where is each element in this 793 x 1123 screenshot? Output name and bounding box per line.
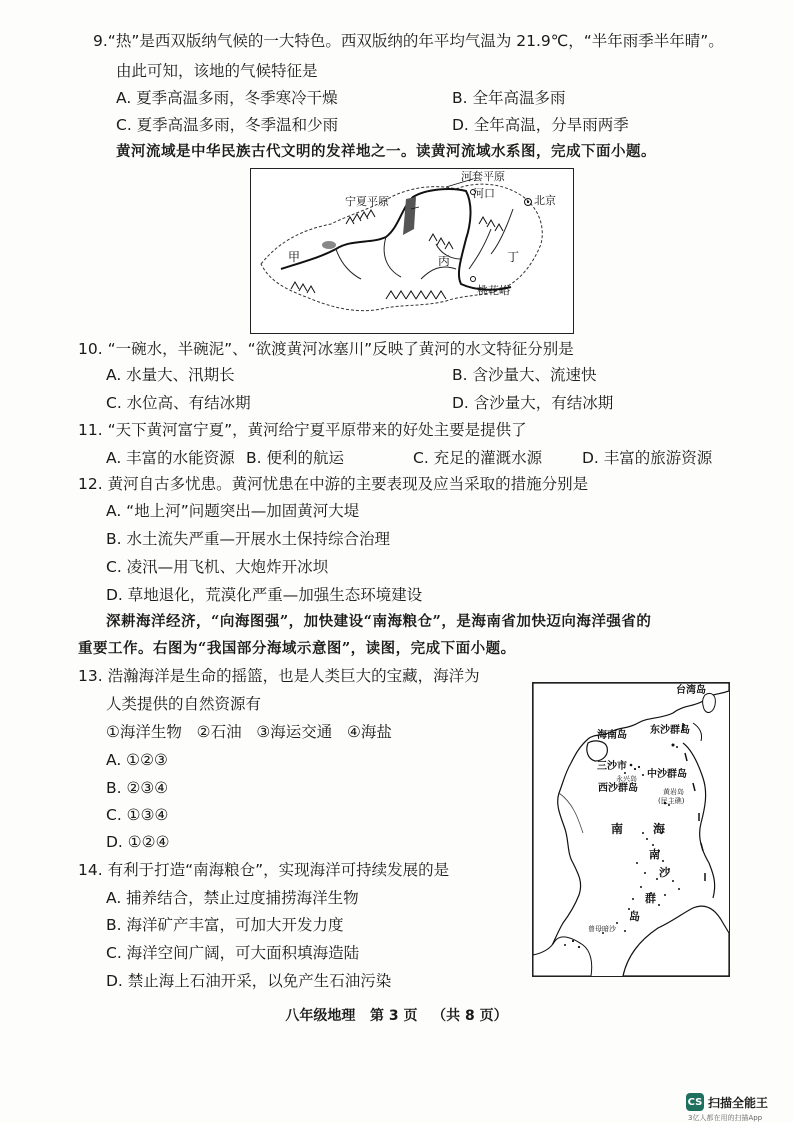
q11-option-b: B. 便利的航运 xyxy=(246,449,344,467)
q12-option-c: C. 凌汛—用飞机、大炮炸开冰坝 xyxy=(106,558,329,576)
map1-label-ningxia: 宁夏平原 xyxy=(345,195,389,208)
q12-option-a: A. “地上河”问题突出—加固黄河大堤 xyxy=(106,502,360,520)
q14-option-d: D. 禁止海上石油开采，以免产生石油污染 xyxy=(106,972,392,990)
map1-label-taohuayu: 桃花峪 xyxy=(477,284,510,297)
yellow-river-intro: 黄河流域是中华民族古代文明的发祥地之一。读黄河流域水系图，完成下面小题。 xyxy=(116,143,656,160)
yellow-river-map xyxy=(250,168,574,334)
south-china-sea-map xyxy=(532,682,730,977)
camscanner-brand-name: 扫描全能王 xyxy=(708,1095,769,1110)
q12-option-b: B. 水土流失严重—开展水土保持综合治理 xyxy=(106,530,390,548)
q9-option-a: A. 夏季高温多雨，冬季寒冷干燥 xyxy=(116,89,338,107)
scanner-watermark xyxy=(686,1093,768,1111)
map2-label-sha: 沙 xyxy=(659,866,670,879)
map2-label-yongxing: 永兴岛 xyxy=(616,775,637,783)
map2-label-zengmu: 曾母暗沙 xyxy=(588,925,616,933)
q14-option-a: A. 捕养结合，禁止过度捕捞海洋生物 xyxy=(106,889,359,907)
map2-label-hainan: 海南岛 xyxy=(597,730,627,741)
sea-intro-line1: 深耕海洋经济，“向海图强”，加快建设“南海粮仓”，是海南省加快迈向海洋强省的 xyxy=(106,613,652,630)
map2-label-zhongsha: 中沙群岛 xyxy=(647,769,687,780)
q13-option-d: D. ①②④ xyxy=(106,833,170,851)
q11-option-d: D. 丰富的旅游资源 xyxy=(582,449,713,467)
q13-stem-line2: 人类提供的自然资源有 xyxy=(106,695,262,713)
map2-label-hai: 海 xyxy=(653,822,666,836)
map2-label-nan: 南 xyxy=(611,822,624,836)
q13-option-b: B. ②③④ xyxy=(106,779,169,797)
map2-label-dongsha: 东沙群岛 xyxy=(650,725,690,736)
q9-stem-line1: 9.“热”是西双版纳气候的一大特色。西双版纳的年平均气温为 21.9℃，“半年雨季半年晴”。 xyxy=(93,32,724,50)
map1-label-bing: 丙 xyxy=(438,254,451,268)
map2-label-dao: 岛 xyxy=(629,910,640,923)
q10-option-a: A. 水量大、汛期长 xyxy=(106,366,235,384)
camscanner-tagline: 3亿人都在用的扫描App xyxy=(688,1114,763,1122)
q10-option-b: B. 含沙量大、流速快 xyxy=(452,366,597,384)
q13-stem-line1: 13. 浩瀚海洋是生命的摇篮，也是人类巨大的宝藏，海洋为 xyxy=(78,667,480,685)
q14-stem: 14. 有利于打造“南海粮仓”，实现海洋可持续发展的是 xyxy=(78,861,450,879)
map2-label-minzhu: (民主礁) xyxy=(658,797,685,805)
page-footer: 八年级地理 第 3 页 （共 8 页） xyxy=(285,1008,508,1024)
q11-option-c: C. 充足的灌溉水源 xyxy=(413,449,543,467)
camscanner-logo-icon: CS xyxy=(686,1093,704,1111)
map1-label-hetao: 河套平原 xyxy=(461,170,505,183)
q9-option-b: B. 全年高温多雨 xyxy=(452,89,566,107)
map1-label-jia: 甲 xyxy=(288,250,301,264)
q11-option-a: A. 丰富的水能资源 xyxy=(106,449,235,467)
q12-stem: 12. 黄河自古多忧患。黄河忧患在中游的主要表现及应当采取的措施分别是 xyxy=(78,475,589,493)
map1-label-hekou: 河口 xyxy=(473,187,495,200)
map2-label-xisha: 西沙群岛 xyxy=(598,783,638,794)
map2-label-taiwan: 台湾岛 xyxy=(676,685,706,696)
q14-option-c: C. 海洋空间广阔，可大面积填海造陆 xyxy=(106,944,360,962)
q13-resource-items: ①海洋生物 ②石油 ③海运交通 ④海盐 xyxy=(106,723,392,741)
map2-label-sansha: 三沙市 xyxy=(597,761,627,772)
south-china-sea-map-drawing xyxy=(533,683,729,976)
q10-stem: 10. “一碗水，半碗泥”、“欲渡黄河冰塞川”反映了黄河的水文特征分别是 xyxy=(78,340,574,358)
map1-label-beijing: 北京 xyxy=(534,194,556,207)
q9-option-c: C. 夏季高温多雨，冬季温和少雨 xyxy=(116,116,339,134)
map2-label-huangyan: 黄岩岛 xyxy=(663,788,684,796)
q10-option-c: C. 水位高、有结冰期 xyxy=(106,394,251,412)
map2-label-nan2: 南 xyxy=(649,848,660,861)
q13-option-c: C. ①③④ xyxy=(106,806,169,824)
map1-label-ding: 丁 xyxy=(507,250,520,264)
q9-stem-line2: 由此可知，该地的气候特征是 xyxy=(116,62,318,80)
sea-intro-line2: 重要工作。右图为“我国部分海域示意图”，读图，完成下面小题。 xyxy=(78,640,516,657)
q14-option-b: B. 海洋矿产丰富，可加大开发力度 xyxy=(106,916,344,934)
q9-option-d: D. 全年高温，分旱雨两季 xyxy=(452,116,629,134)
q11-stem: 11. “天下黄河富宁夏”，黄河给宁夏平原带来的好处主要是提供了 xyxy=(78,421,527,439)
map2-label-qun: 群 xyxy=(645,892,656,905)
q13-option-a: A. ①②③ xyxy=(106,751,168,769)
q10-option-d: D. 含沙量大，有结冰期 xyxy=(452,394,614,412)
q12-option-d: D. 草地退化，荒漠化严重—加强生态环境建设 xyxy=(106,586,423,604)
